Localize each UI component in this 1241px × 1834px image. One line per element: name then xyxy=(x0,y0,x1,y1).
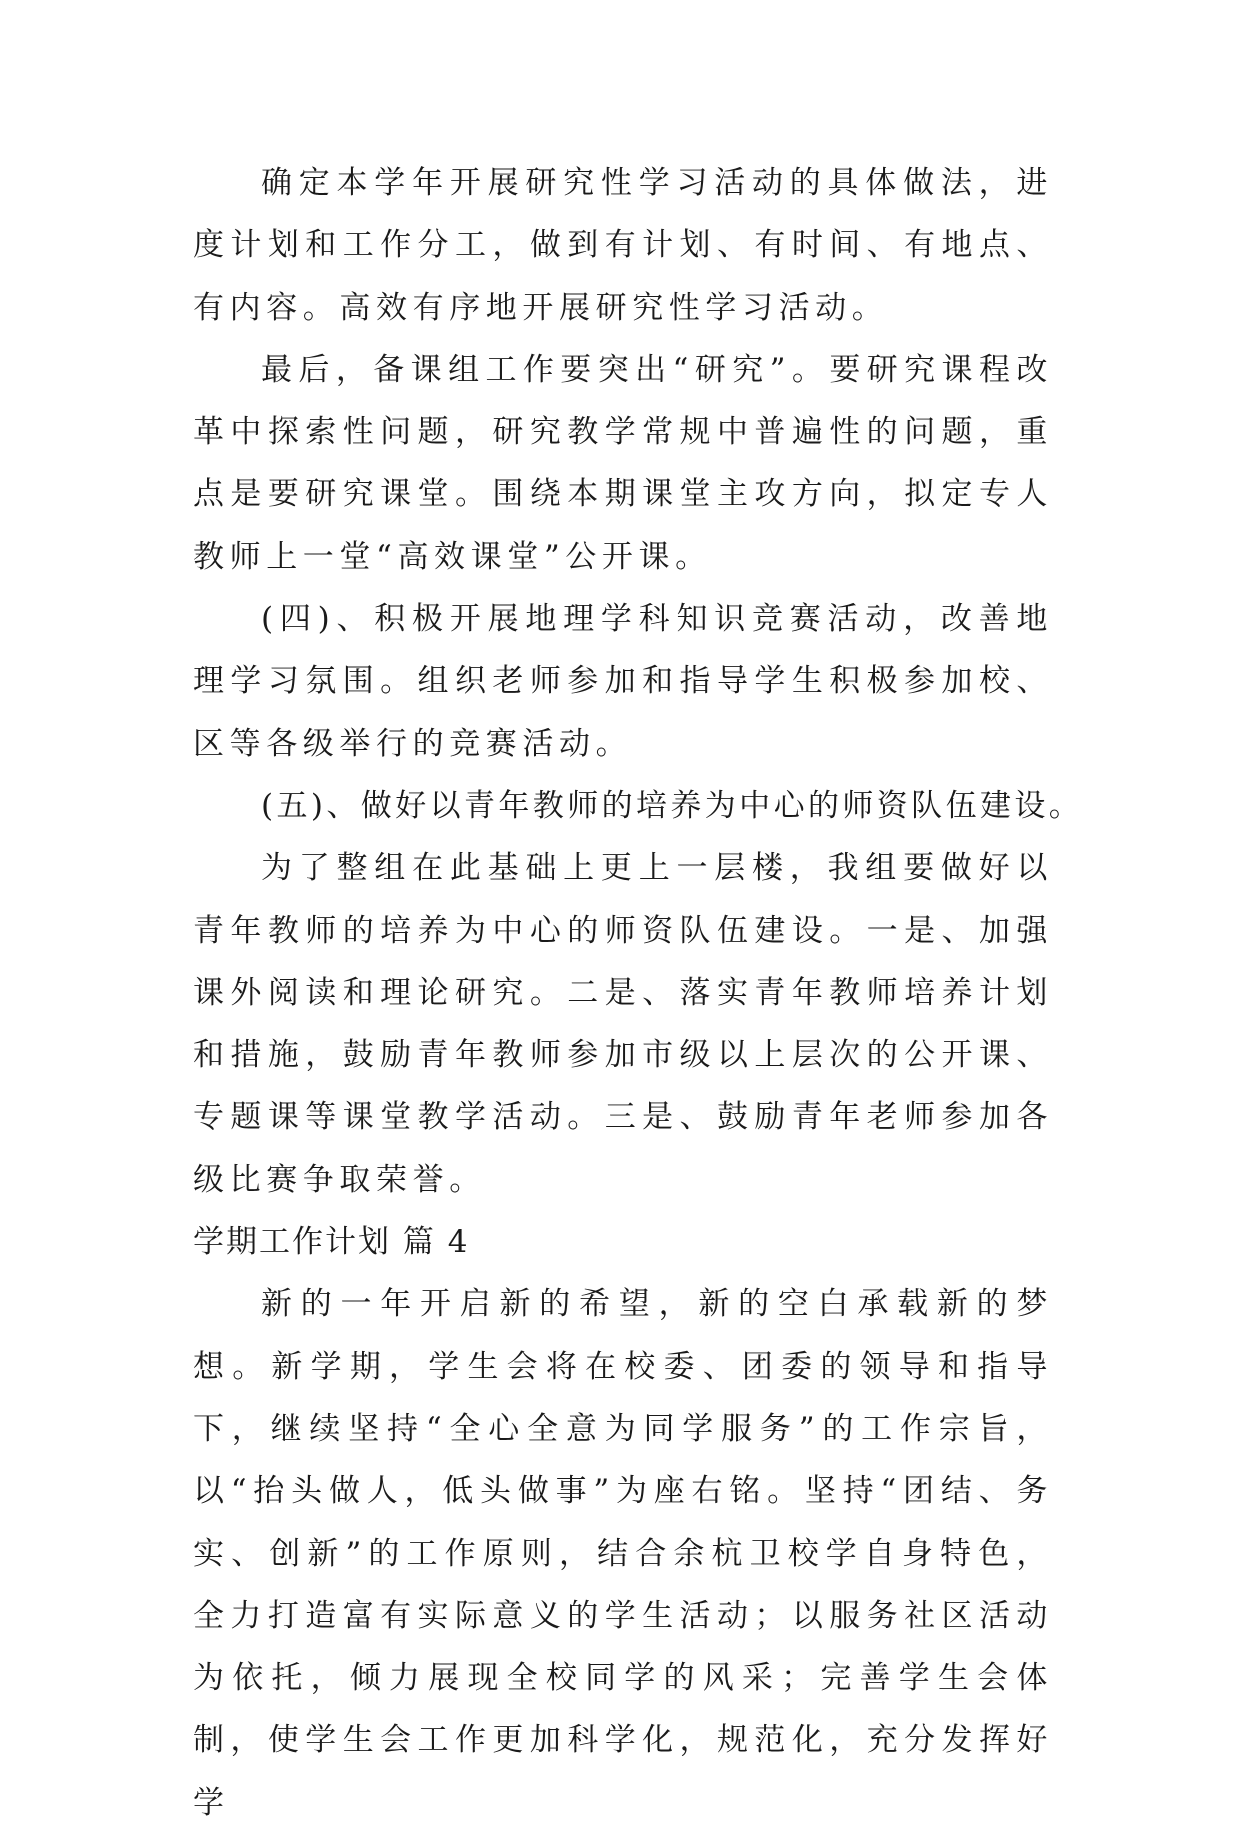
paragraph-student-union-plan: 新的一年开启新的希望，新的空白承载新的梦想。新学期，学生会将在校委、团委的领导和指导下，继续坚持“全心全意为同学服务”的工作宗旨，以“抬头做人，低头做事”为座右铭。坚持“团结、务实、创新”的工作原则，结合余杭卫校学自身特色，全力打造富有实际意义的学生活动；以服务社区活动为依托，倾力展现全校同学的风采；完善学生会体制，使学生会工作更加科学化，规范化，充分发挥好学 xyxy=(193,1286,1053,1821)
paragraph-teacher-team-heading: (五)、做好以青年教师的培养为中心的师资队伍建设。 xyxy=(261,787,1084,824)
paragraph-geography-competition: (四)、积极开展地理学科知识竞赛活动，改善地理学习氛围。组织老师参加和指导学生积极参加校、区等各级举行的竞赛活动。 xyxy=(193,601,1053,762)
paragraph-lesson-group-research: 最后，备课组工作要突出“研究”。要研究课程改革中探索性问题，研究教学常规中普遍性的问题，重点是要研究课堂。围绕本期课堂主攻方向，拟定专人教师上一堂“高效课堂”公开课。 xyxy=(193,351,1053,575)
document-body xyxy=(193,152,1084,1834)
section-title: 学期工作计划 篇 4 xyxy=(193,1224,470,1261)
paragraph-young-teacher-training: 为了整组在此基础上更上一层楼，我组要做好以青年教师的培养为中心的师资队伍建设。一是、加强课外阅读和理论研究。二是、落实青年教师培养计划和措施，鼓励青年教师参加市级以上层次的公开课、专题课等课堂教学活动。三是、鼓励青年老师参加各级比赛争取荣誉。 xyxy=(193,850,1053,1198)
paragraph-research-activities: 确定本学年开展研究性学习活动的具体做法，进度计划和工作分工，做到有计划、有时间、有地点、有内容。高效有序地开展研究性学习活动。 xyxy=(193,165,1053,326)
